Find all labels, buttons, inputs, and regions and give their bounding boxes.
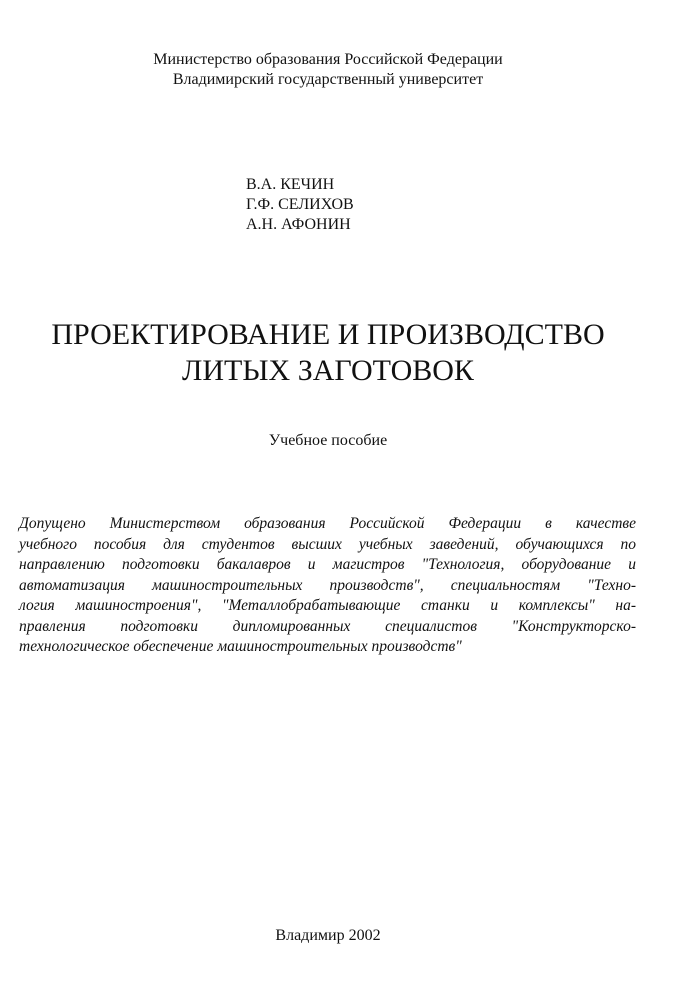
book-title — [0, 317, 656, 389]
approval-line: логия машиностроения", "Металлобрабатывающие станки и комплексы" на- — [19, 597, 636, 614]
authors-block — [246, 175, 354, 235]
publication-place-year: Владимир 2002 — [275, 927, 381, 944]
approval-line: правления подготовки дипломированных специалистов "Конструкторско- — [19, 617, 636, 635]
university-name: Владимирский государственный университет — [172, 71, 484, 88]
institution-block — [0, 50, 656, 90]
approval-line: направлению подготовки бакалавров и магистров "Технология, оборудование и — [19, 556, 636, 573]
approval-line: Допущено Министерством образования Российской Федерации в качестве — [19, 515, 636, 532]
ministry-name: Министерство образования Российской Федерации — [153, 51, 503, 68]
book-title-line: ПРОЕКТИРОВАНИЕ И ПРОИЗВОДСТВО — [51, 318, 605, 351]
author-name: А.Н. АФОНИН — [246, 216, 351, 233]
book-title-line: ЛИТЫХ ЗАГОТОВОК — [182, 354, 474, 387]
approval-line: технологическое обеспечение машиностроительных производств" — [19, 638, 462, 655]
approval-line: учебного пособия для студентов высших учебных заведений, обучающихся по — [19, 535, 636, 553]
approval-line: автоматизация машиностроительных производств", специальностям "Техно- — [19, 576, 636, 594]
approval-statement — [19, 514, 636, 658]
author-name: Г.Ф. СЕЛИХОВ — [246, 196, 354, 213]
book-subtitle: Учебное пособие — [268, 432, 388, 449]
author-name: В.А. КЕЧИН — [246, 176, 335, 193]
